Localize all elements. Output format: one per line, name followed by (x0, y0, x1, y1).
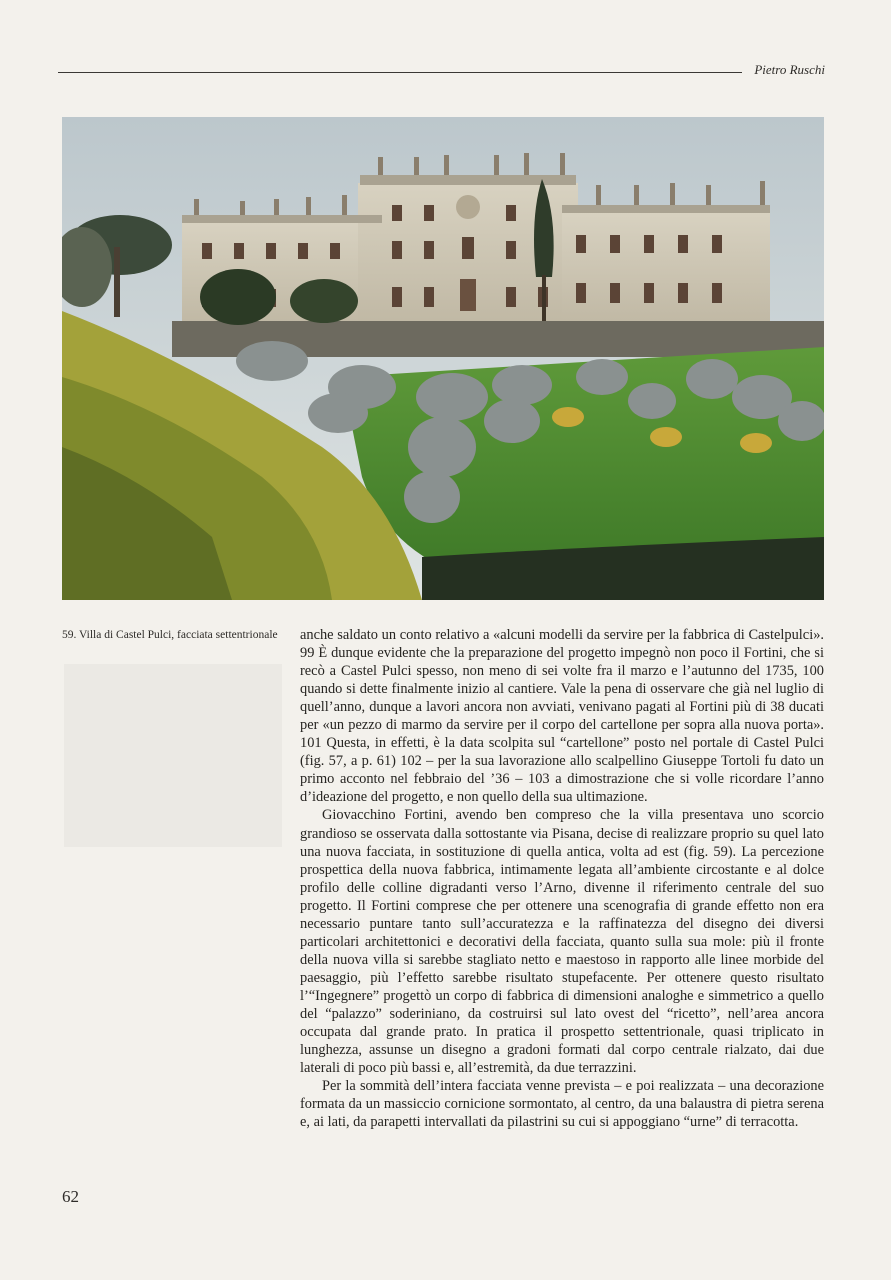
villa-photograph (62, 117, 824, 600)
body-text (300, 626, 824, 1131)
header-rule (58, 72, 742, 73)
paragraph: Per la sommità dell’intera facciata venne prevista – e poi realizzata – una decorazione formata da un massiccio cornicione sormontato, al centro, da una balaustra di pietra serena e, ai lati, da parapetti intervallati da pilastrini su cui si appoggiano “urne” di terracotta. (300, 1078, 824, 1131)
figure-caption: 59. Villa di Castel Pulci, facciata settentrionale (62, 629, 278, 641)
show-through-block (64, 664, 282, 847)
paragraph: anche saldato un conto relativo a «alcuni modelli da servire per la fabbrica di Castelpulci». 99 È dunque evidente che la preparazione del progetto impegnò non poco il Fortini, che si recò a Castel Pulci spesso, non meno di sei volte fra il marzo e l’autunno del 1735, 100 quando si dette finalmente inizio al cantiere. Vale la pena di osservare che già nel luglio di quell’anno, dunque a lavori ancora non avviati, venivano pagati al Fortini più di 38 ducati per «un pezzo di marmo da servire per il corpo del cartellone per sopra alla nuova porta». 101 Questa, in effetti, è la data scolpita sul “cartellone” posto nel portale di Castel Pulci (fig. 57, a p. 61) 102 – per la sua lavorazione allo scalpellino Giuseppe Tortoli fu dato un primo acconto nel febbraio del ’36 – 103 a dimostrazione che si volle ricordare l’anno d’ideazione del progetto, e non quello della sua ultimazione. (300, 627, 824, 806)
paragraph: Giovacchino Fortini, avendo ben compreso che la villa presentava uno scorcio grandioso se osservata dalla sottostante via Pisana, decise di realizzare proprio su quel lato una nuova facciata, in sostituzione di quella antica, volta ad est (fig. 59). La percezione prospettica della nuova fabbrica, intimamente legata all’ambiente circostante e al dolce profilo delle colline digradanti verso l’Arno, divenne il riferimento centrale del suo progetto. Il Fortini comprese che per ottenere una scenografia di grande effetto non era necessario puntare tanto sull’accuratezza e la raffinatezza del disegno dei diversi particolari architettonici e decorativi della facciata, quanto sulla sua mole: più il fronte della nuova villa si sarebbe stagliato netto e maestoso in rapporto alle linee morbide del paesaggio, più l’effetto sarebbe risultato stupefacente. Per ottenere questo risultato l’“Ingegnere” progettò un corpo di fabbrica di dimensioni analoghe e simmetrico a quello del “palazzo” soderiniano, da costruirsi sul lato ovest del “ricetto”, nell’area ancora occupata dal grande prato. In pratica il prospetto settentrionale, quasi triplicato in lunghezza, assunse un disegno a gradoni formati dal corpo centrale rialzato, dai due laterali di poco più bassi e, all’estremità, da due terrazzini. (300, 807, 824, 1077)
running-head-author: Pietro Ruschi (754, 62, 825, 77)
page-number: 62 (62, 1187, 79, 1206)
